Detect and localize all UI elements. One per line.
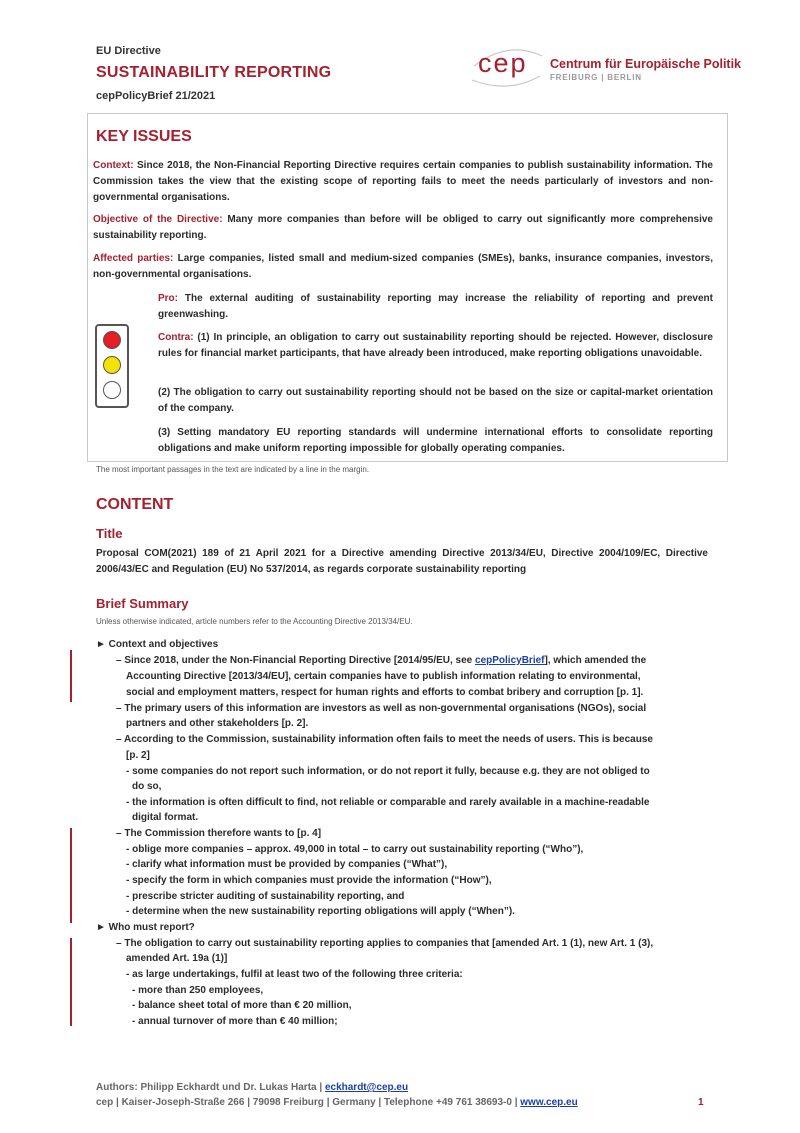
list-item: - oblige more companies – approx. 49,000 in total – to carry out sustainability reporting (“Who”),: [126, 844, 584, 855]
list-item: – The Commission therefore wants to [p. 4]: [116, 828, 322, 839]
list-item: Accounting Directive [2013/34/EU], certain companies have to publish information relating to environmental,: [126, 671, 641, 682]
list-item: - prescribe stricter auditing of sustainability reporting, and: [126, 891, 405, 902]
objective-text: Many more companies than before will be obliged to carry out significantly more comprehensive sustainability reporting.: [93, 214, 713, 241]
affected-paragraph: [93, 251, 713, 283]
traffic-light-yellow-icon: [103, 356, 121, 374]
margin-bar: [70, 828, 72, 923]
contra-text: (1) In principle, an obligation to carry out sustainability reporting should be rejected. However, disclosure rules for financial market participants, that have already been introduced, make reporting obligations unavoidable.: [158, 332, 713, 359]
org-cities: FREIBURG | BERLIN: [550, 73, 642, 82]
list-item: – The obligation to carry out sustainability reporting applies to companies that [amended Art. 1 (1), new Art. 1 (3),: [116, 938, 654, 949]
list-item: - annual turnover of more than € 40 million;: [132, 1016, 338, 1027]
context-paragraph: [93, 158, 713, 206]
list-item: - specify the form in which companies must provide the information (“How”),: [126, 875, 492, 886]
affected-text: Large companies, listed small and medium-sized companies (SMEs), banks, insurance companies, investors, non-governmental organisations.: [93, 253, 713, 280]
contra-point-2: (2) The obligation to carry out sustainability reporting should not be based on the size or capital-market orientation of the company.: [158, 387, 713, 414]
authors-text: Authors: Philipp Eckhardt und Dr. Lukas Harta |: [96, 1082, 325, 1093]
org-name: Centrum für Europäische Politik: [550, 57, 742, 71]
title-heading: Title: [96, 526, 123, 541]
list-item: - the information is often difficult to find, not reliable or comparable and rarely available in a machine-readable: [126, 797, 650, 808]
list-item: ► Who must report?: [96, 922, 195, 933]
list-item: - some companies do not report such information, or do not report it fully, because e.g. they are not obliged to: [126, 766, 650, 777]
list-item: digital format.: [132, 812, 199, 823]
traffic-light-off-icon: [103, 381, 121, 399]
address-text: cep | Kaiser-Joseph-Straße 266 | 79098 Freiburg | Germany | Telephone +49 761 38693-0 |: [96, 1097, 521, 1108]
list-item: ► Context and objectives: [96, 639, 219, 650]
list-item: [p. 2]: [126, 750, 150, 761]
objective-label: Objective of the Directive:: [93, 214, 223, 225]
affected-label: Affected parties:: [93, 253, 174, 264]
traffic-light-icon: [95, 324, 129, 408]
cep-logo: [468, 44, 548, 88]
authors-line: [96, 1082, 408, 1093]
list-item: – The primary users of this information are investors as well as non-governmental organisations (NGOs), social: [116, 703, 647, 714]
pro-text: The external auditing of sustainability reporting may increase the reliability of reporting and prevent greenwashing.: [158, 293, 713, 320]
document-type: EU Directive: [96, 45, 161, 57]
email-link[interactable]: eckhardt@cep.eu: [324, 1082, 409, 1093]
list-item: [116, 653, 646, 668]
brief-id: cepPolicyBrief 21/2021: [96, 90, 216, 102]
address-line: [96, 1097, 578, 1108]
logo-text: cep: [478, 48, 528, 78]
context-label: Context:: [93, 160, 134, 171]
list-item: - as large undertakings, fulfil at least two of the following three criteria:: [126, 969, 463, 980]
list-item: – According to the Commission, sustainability information often fails to meet the needs of users. This is because: [116, 734, 653, 745]
key-issues-box: [87, 113, 728, 462]
website-link[interactable]: www.cep.eu: [520, 1097, 578, 1108]
objective-paragraph: [93, 212, 713, 244]
margin-bar: [70, 650, 72, 702]
list-item: social and employment matters, respect for human rights and efforts to combat bribery and corruption [p. 1].: [126, 687, 644, 698]
contra-point-3: (3) Setting mandatory EU reporting standards will undermine international efforts to consolidate reporting obligations and make uniform reporting impossible for globally operating companies.: [158, 427, 713, 454]
list-item: - more than 250 employees,: [132, 985, 264, 996]
pro-label: Pro:: [158, 293, 178, 304]
contra-paragraph: [158, 330, 713, 362]
list-item: - determine when the new sustainability reporting obligations will apply (“When”).: [126, 906, 515, 917]
list-item: - balance sheet total of more than € 20 million,: [132, 1000, 352, 1011]
traffic-light-red-icon: [103, 331, 121, 349]
list-item-text: ], which amended the: [544, 655, 647, 666]
document-title: SUSTAINABILITY REPORTING: [96, 64, 332, 81]
summary-heading: Brief Summary: [96, 596, 189, 611]
list-item: partners and other stakeholders [p. 2].: [126, 718, 309, 729]
margin-note: The most important passages in the text are indicated by a line in the margin.: [96, 465, 370, 474]
summary-note: Unless otherwise indicated, article numbers refer to the Accounting Directive 2013/34/EU.: [96, 617, 413, 626]
page-number: 1: [698, 1097, 704, 1108]
contra-label: Contra:: [158, 332, 194, 343]
list-item: amended Art. 19a (1)]: [126, 953, 228, 964]
content-heading: CONTENT: [96, 496, 174, 513]
list-item: do so,: [132, 781, 162, 792]
title-text: Proposal COM(2021) 189 of 21 April 2021 for a Directive amending Directive 2013/34/EU, Directive 2004/109/EC, Directive 2006/43/EC and Regulation (EU) No 537/2014, as regards corporate sustainability reporting: [96, 548, 708, 575]
key-issues-heading: KEY ISSUES: [96, 128, 192, 145]
pro-paragraph: [158, 291, 713, 323]
list-item: - clarify what information must be provided by companies (“What”),: [126, 859, 448, 870]
context-text: Since 2018, the Non-Financial Reporting Directive requires certain companies to publish sustainability information. The Commission takes the view that the existing scope of reporting fails to meet the needs particularly of investors and non-governmental organisations.: [93, 160, 713, 203]
margin-bar: [70, 938, 72, 1026]
policy-brief-link[interactable]: cepPolicyBrief: [475, 655, 545, 666]
list-item-text: – Since 2018, under the Non-Financial Reporting Directive [2014/95/EU, see: [116, 655, 476, 666]
